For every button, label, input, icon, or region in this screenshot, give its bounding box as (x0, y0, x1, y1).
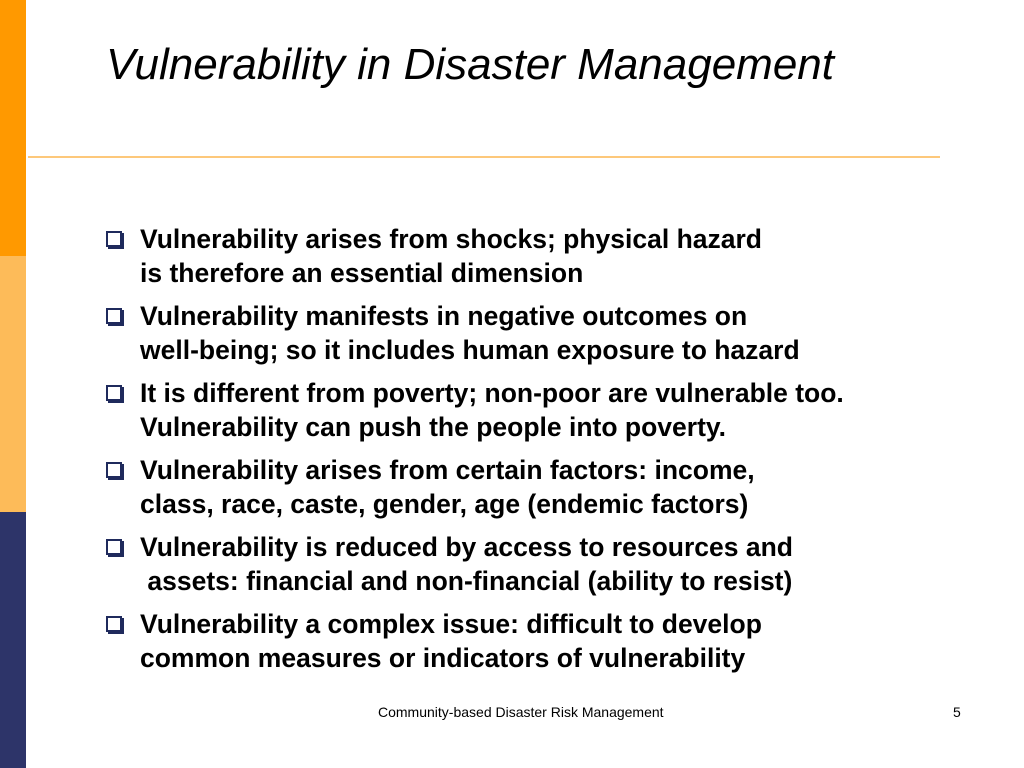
bullet-item (104, 453, 974, 521)
bullet-text (140, 376, 844, 444)
bullet-line: Vulnerability can push the people into poverty. (140, 412, 727, 442)
bullet-line: assets: financial and non-financial (ability to resist) (140, 566, 793, 596)
bullet-item (104, 607, 974, 675)
bullet-line: Vulnerability arises from certain factors: income, (140, 455, 755, 485)
title-divider (28, 156, 940, 158)
bullet-text (140, 453, 755, 521)
bullet-line: Vulnerability a complex issue: difficult to develop (140, 609, 762, 639)
bullet-line: well-being; so it includes human exposure to hazard (140, 335, 800, 365)
side-bar-bottom (0, 512, 26, 768)
bullet-text (140, 299, 800, 367)
footer-text: Community-based Disaster Risk Management (378, 704, 664, 720)
bullet-line: Vulnerability manifests in negative outcomes on (140, 301, 748, 331)
bullet-line: Vulnerability is reduced by access to resources and (140, 532, 793, 562)
bullet-line: is therefore an essential dimension (140, 258, 584, 288)
bullet-text (140, 530, 793, 598)
checkbox-icon (106, 539, 122, 555)
bullet-item (104, 222, 974, 290)
slide-title: Vulnerability in Disaster Management (106, 40, 834, 89)
page-number: 5 (953, 704, 961, 720)
bullet-line: common measures or indicators of vulnerability (140, 643, 746, 673)
checkbox-icon (106, 385, 122, 401)
bullet-text (140, 222, 762, 290)
bullet-line: It is different from poverty; non-poor are vulnerable too. (140, 378, 844, 408)
bullet-line: Vulnerability arises from shocks; physical hazard (140, 224, 762, 254)
bullet-text (140, 607, 762, 675)
bullet-list (104, 222, 974, 684)
bullet-item (104, 530, 974, 598)
bullet-item (104, 376, 974, 444)
checkbox-icon (106, 231, 122, 247)
checkbox-icon (106, 308, 122, 324)
bullet-item (104, 299, 974, 367)
bullet-line: class, race, caste, gender, age (endemic factors) (140, 489, 749, 519)
side-bar-top (0, 0, 26, 256)
checkbox-icon (106, 616, 122, 632)
checkbox-icon (106, 462, 122, 478)
side-bar-middle (0, 256, 26, 512)
